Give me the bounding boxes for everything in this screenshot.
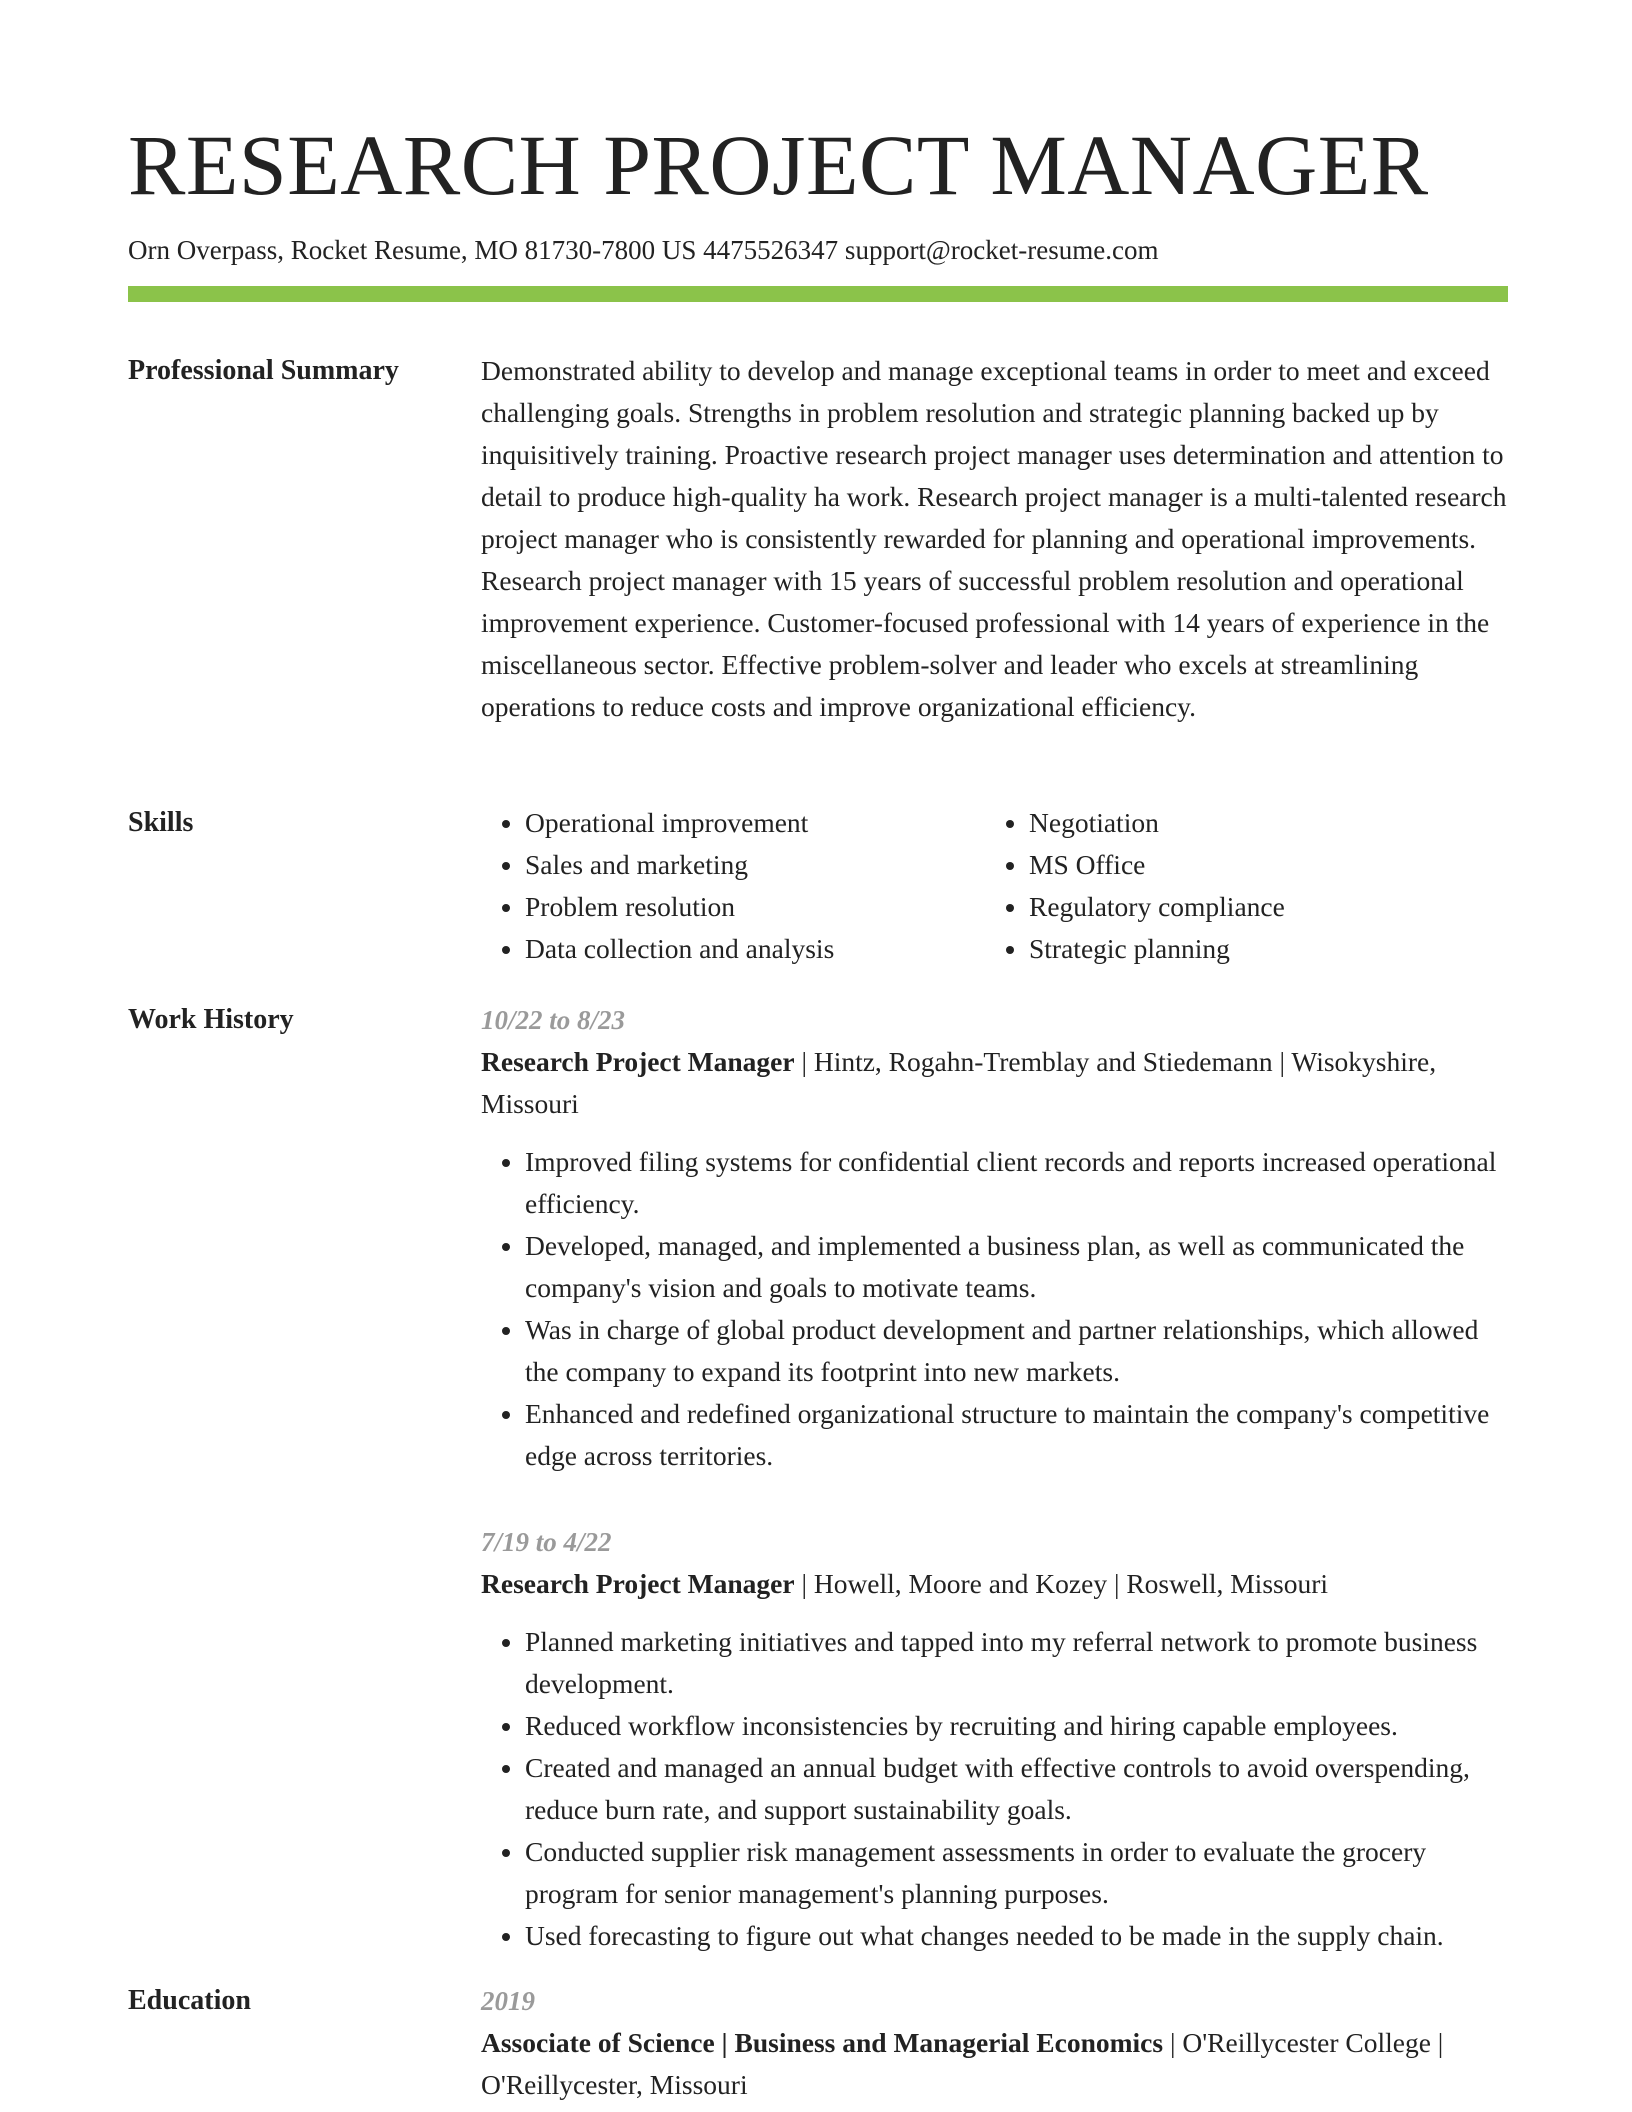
summary-text: Demonstrated ability to develop and manage exceptional teams in order to meet and exceed challenging goals. Strengths in problem resolution and strategic planning backed up by inquisitively training. Proactive research project manager uses determination and attention to detail to produce high-quality ha work. Research project manager is a multi-talented research project manager who is consistently rewarded for planning and operational improvements. Research project manager with 15 years of successful problem resolution and operational improvement experience. Customer-focused professional with 14 years of experience in the miscellaneous sector. Effective problem-solver and leader who excels at streamlining operations to reduce costs and improve organizational efficiency. bbox=[481, 355, 1507, 722]
job-employer: | Hintz, Rogahn-Tremblay and Stiedemann | Wisokyshire, Missouri bbox=[481, 1046, 1437, 1119]
skill-item: • Operational improvement bbox=[525, 802, 985, 844]
job-bullet: • Conducted supplier risk management assessments in order to evaluate the grocery program for senior management's planning purposes. bbox=[525, 1831, 1508, 1915]
job-entry bbox=[481, 999, 1508, 1477]
job-dates: 10/22 to 8/23 bbox=[481, 1005, 626, 1035]
job-title: Research Project Manager bbox=[481, 1046, 795, 1077]
summary-heading: Professional Summary bbox=[128, 355, 399, 386]
job-bullets bbox=[481, 1621, 1508, 1957]
education-line bbox=[481, 2022, 1508, 2106]
skill-item: • Regulatory compliance bbox=[1029, 886, 1489, 928]
job-dates: 7/19 to 4/22 bbox=[481, 1527, 612, 1557]
job-bullet: • Was in charge of global product development and partner relationships, which allowed the company to expand its footprint into new markets. bbox=[525, 1309, 1508, 1393]
job-title: Research Project Manager bbox=[481, 1568, 795, 1599]
job-entry bbox=[481, 1521, 1508, 1957]
skills-column-1 bbox=[481, 802, 985, 970]
skills-column-2 bbox=[985, 802, 1489, 970]
skill-item: • MS Office bbox=[1029, 844, 1489, 886]
work-history-heading: Work History bbox=[128, 1004, 294, 1035]
contact-line: Orn Overpass, Rocket Resume, MO 81730-7800 US 4475526347 support@rocket-resume.com bbox=[128, 235, 1159, 265]
skill-item: • Negotiation bbox=[1029, 802, 1489, 844]
skill-item: • Strategic planning bbox=[1029, 928, 1489, 970]
job-role-line bbox=[481, 1041, 1508, 1125]
education-school: | O'Reillycester College | O'Reillycester, Missouri bbox=[481, 2027, 1444, 2100]
job-bullet: • Developed, managed, and implemented a business plan, as well as communicated the company's vision and goals to motivate teams. bbox=[525, 1225, 1508, 1309]
skill-item: • Data collection and analysis bbox=[525, 928, 985, 970]
job-bullet: • Improved filing systems for confidential client records and reports increased operational efficiency. bbox=[525, 1141, 1508, 1225]
job-bullet: • Planned marketing initiatives and tapped into my referral network to promote business development. bbox=[525, 1621, 1508, 1705]
job-role-line bbox=[481, 1563, 1508, 1605]
job-bullet: • Created and managed an annual budget with effective controls to avoid overspending, reduce burn rate, and support sustainability goals. bbox=[525, 1747, 1508, 1831]
job-bullet: • Reduced workflow inconsistencies by recruiting and hiring capable employees. bbox=[525, 1705, 1508, 1747]
education-degree: Associate of Science | Business and Managerial Economics bbox=[481, 2027, 1164, 2058]
job-bullet: • Used forecasting to figure out what changes needed to be made in the supply chain. bbox=[525, 1915, 1508, 1957]
skill-item: • Problem resolution bbox=[525, 886, 985, 928]
skill-item: • Sales and marketing bbox=[525, 844, 985, 886]
job-employer: | Howell, Moore and Kozey | Roswell, Missouri bbox=[794, 1568, 1329, 1599]
resume-title: RESEARCH PROJECT MANAGER bbox=[128, 117, 1429, 213]
education-heading: Education bbox=[128, 1985, 251, 2016]
job-bullet: • Enhanced and redefined organizational structure to maintain the company's competitive edge across territories. bbox=[525, 1393, 1508, 1477]
job-bullets bbox=[481, 1141, 1508, 1477]
education-year: 2019 bbox=[481, 1986, 535, 2016]
header-divider bbox=[128, 286, 1508, 302]
skills-heading: Skills bbox=[128, 807, 194, 838]
